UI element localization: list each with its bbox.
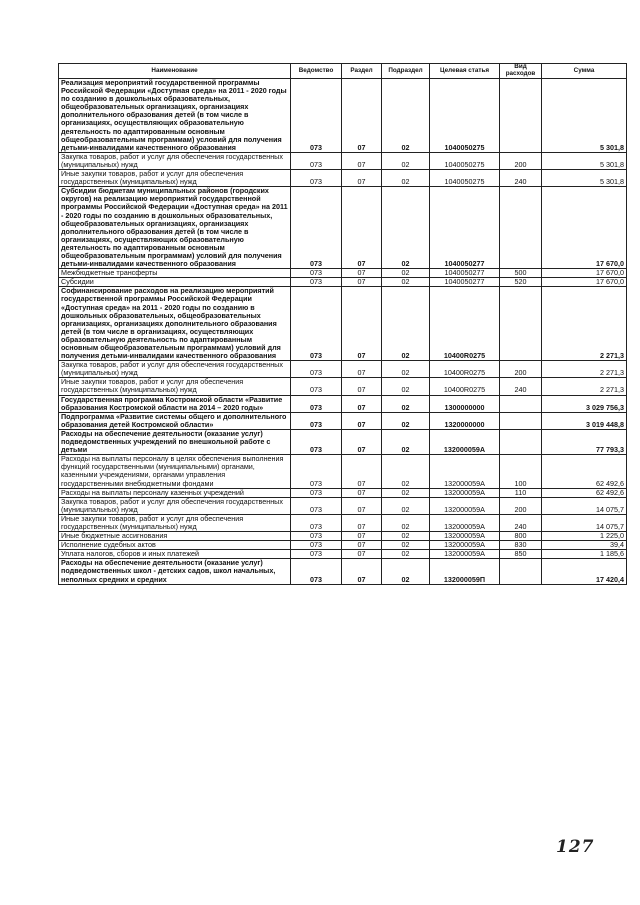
row-name: Расходы на обеспечение деятельности (оказание услуг) подведомственных школ - детских садов, школ начальных, неполных средних и средних [59, 559, 291, 584]
row-vedomstvo: 073 [291, 412, 342, 429]
page-number: 127 [556, 837, 595, 857]
row-name: Расходы на обеспечение деятельности (оказание услуг) подведомственных учреждений по внешкольной работе с детьми [59, 429, 291, 454]
row-expense-type [500, 412, 542, 429]
row-vedomstvo: 073 [291, 79, 342, 153]
row-podrazdel: 02 [382, 170, 430, 187]
row-razdel: 07 [342, 170, 382, 187]
row-sum: 14 075,7 [542, 514, 627, 531]
row-sum: 17 670,0 [542, 187, 627, 269]
row-razdel: 07 [342, 187, 382, 269]
row-target-article: 132000059А [430, 488, 500, 497]
table-row [59, 378, 627, 395]
row-name: Исполнение судебных актов [59, 541, 291, 550]
row-podrazdel: 02 [382, 559, 430, 584]
row-expense-type: 520 [500, 278, 542, 287]
row-expense-type: 800 [500, 532, 542, 541]
table-row [59, 514, 627, 531]
row-expense-type [500, 187, 542, 269]
row-target-article: 1040050277 [430, 278, 500, 287]
row-target-article: 1040050275 [430, 79, 500, 153]
row-vedomstvo: 073 [291, 187, 342, 269]
budget-table [58, 63, 627, 585]
row-vedomstvo: 073 [291, 559, 342, 584]
row-sum: 5 301,8 [542, 152, 627, 169]
row-podrazdel: 02 [382, 395, 430, 412]
row-name: Субсидии [59, 278, 291, 287]
row-vedomstvo: 073 [291, 455, 342, 488]
row-name: Расходы на выплаты персоналу казенных учреждений [59, 488, 291, 497]
table-row [59, 79, 627, 153]
row-razdel: 07 [342, 429, 382, 454]
row-razdel: 07 [342, 488, 382, 497]
row-target-article: 1300000000 [430, 395, 500, 412]
row-razdel: 07 [342, 269, 382, 278]
row-podrazdel: 02 [382, 269, 430, 278]
row-podrazdel: 02 [382, 187, 430, 269]
row-sum: 1 185,6 [542, 550, 627, 559]
row-razdel: 07 [342, 412, 382, 429]
row-name: Субсидии бюджетам муниципальных районов (городских округов) на реализацию мероприятий государственной программы Российской Федерации «Доступная среда» на 2011 - 2020 годы по созданию в дошкольных образовательных, общеобразовательных организациях, организациях дополнительного образования детей (в том числе в организациях, осуществляющих образовательную деятельность по адаптированным основным общеобразовательным программам) условий для получения детьми-инвалидами качественного образования [59, 187, 291, 269]
row-name: Иные закупки товаров, работ и услуг для обеспечения государственных (муниципальных) нужд [59, 170, 291, 187]
row-expense-type [500, 429, 542, 454]
row-razdel: 07 [342, 514, 382, 531]
row-name: Софинансирование расходов на реализацию мероприятий государственной программы Российской Федерации «Доступная среда» на 2011 - 2020 годы по созданию в дошкольных образовательных, общеобразовательных организациях, организациях дополнительного образования детей (в том числе в организациях, осуществляющих образовательную деятельность по адаптированным основным общеобразовательным программам) условий для получения детьми-инвалидами качественного образования [59, 287, 291, 361]
row-expense-type: 830 [500, 541, 542, 550]
row-podrazdel: 02 [382, 455, 430, 488]
row-name: Закупка товаров, работ и услуг для обеспечения государственных (муниципальных) нужд [59, 152, 291, 169]
row-expense-type [500, 287, 542, 361]
row-target-article: 10400R0275 [430, 378, 500, 395]
row-razdel: 07 [342, 395, 382, 412]
row-target-article: 10400R0275 [430, 361, 500, 378]
header-expense-type: Вид расходов [500, 64, 542, 79]
row-vedomstvo: 073 [291, 541, 342, 550]
row-sum: 1 225,0 [542, 532, 627, 541]
row-target-article: 1040050275 [430, 152, 500, 169]
row-vedomstvo: 073 [291, 497, 342, 514]
table-row [59, 488, 627, 497]
row-expense-type: 100 [500, 455, 542, 488]
row-podrazdel: 02 [382, 497, 430, 514]
row-target-article: 132000059А [430, 532, 500, 541]
row-vedomstvo: 073 [291, 550, 342, 559]
row-sum: 17 420,4 [542, 559, 627, 584]
row-name: Закупка товаров, работ и услуг для обеспечения государственных (муниципальных) нужд [59, 361, 291, 378]
row-vedomstvo: 073 [291, 488, 342, 497]
row-target-article: 132000059А [430, 550, 500, 559]
row-expense-type [500, 395, 542, 412]
row-podrazdel: 02 [382, 287, 430, 361]
row-vedomstvo: 073 [291, 361, 342, 378]
row-name: Государственная программа Костромской области «Развитие образования Костромской области на 2014 – 2020 годы» [59, 395, 291, 412]
header-podrazdel: Подраздел [382, 64, 430, 79]
row-name: Иные закупки товаров, работ и услуг для обеспечения государственных (муниципальных) нужд [59, 514, 291, 531]
table-row [59, 412, 627, 429]
row-podrazdel: 02 [382, 79, 430, 153]
row-vedomstvo: 073 [291, 152, 342, 169]
row-podrazdel: 02 [382, 550, 430, 559]
row-razdel: 07 [342, 378, 382, 395]
row-name: Расходы на выплаты персоналу в целях обеспечения выполнения функций государственными (муниципальными) органами, казенными учреждениями, органами управления государственными внебюджетными фондами [59, 455, 291, 488]
row-podrazdel: 02 [382, 541, 430, 550]
row-target-article: 132000059П [430, 559, 500, 584]
row-sum: 14 075,7 [542, 497, 627, 514]
row-vedomstvo: 073 [291, 514, 342, 531]
table-row [59, 497, 627, 514]
table-row [59, 187, 627, 269]
row-target-article: 1320000000 [430, 412, 500, 429]
row-sum: 2 271,3 [542, 287, 627, 361]
row-expense-type: 110 [500, 488, 542, 497]
row-sum: 5 301,8 [542, 79, 627, 153]
table-row [59, 429, 627, 454]
row-sum: 62 492,6 [542, 455, 627, 488]
row-expense-type: 240 [500, 514, 542, 531]
row-name: Реализация мероприятий государственной программы Российской Федерации «Доступная среда» на 2011 - 2020 годы по созданию в дошкольных образовательных, общеобразовательных организациях, организациях дополнительного образования детей (в том числе в организациях, осуществляющих образовательную деятельность по адаптированным основным общеобразовательным программам) условий для получения детьми-инвалидами качественного образования [59, 79, 291, 153]
row-target-article: 10400R0275 [430, 287, 500, 361]
row-vedomstvo: 073 [291, 429, 342, 454]
row-vedomstvo: 073 [291, 532, 342, 541]
row-target-article: 1040050277 [430, 187, 500, 269]
row-sum: 2 271,3 [542, 361, 627, 378]
row-target-article: 132000059А [430, 455, 500, 488]
row-vedomstvo: 073 [291, 170, 342, 187]
row-expense-type: 850 [500, 550, 542, 559]
row-vedomstvo: 073 [291, 378, 342, 395]
row-razdel: 07 [342, 497, 382, 514]
row-sum: 2 271,3 [542, 378, 627, 395]
row-vedomstvo: 073 [291, 395, 342, 412]
row-expense-type: 500 [500, 269, 542, 278]
row-razdel: 07 [342, 532, 382, 541]
row-sum: 17 670,0 [542, 269, 627, 278]
row-podrazdel: 02 [382, 532, 430, 541]
row-sum: 62 492,6 [542, 488, 627, 497]
table-header-row [59, 64, 627, 79]
row-target-article: 132000059А [430, 429, 500, 454]
row-expense-type: 240 [500, 378, 542, 395]
row-razdel: 07 [342, 278, 382, 287]
header-vedomstvo: Ведомство [291, 64, 342, 79]
row-sum: 3 019 448,8 [542, 412, 627, 429]
table-row [59, 170, 627, 187]
row-expense-type [500, 559, 542, 584]
row-razdel: 07 [342, 550, 382, 559]
row-name: Иные бюджетные ассигнования [59, 532, 291, 541]
row-sum: 3 029 756,3 [542, 395, 627, 412]
table-row [59, 152, 627, 169]
row-target-article: 132000059А [430, 541, 500, 550]
table-row [59, 455, 627, 488]
table-row [59, 361, 627, 378]
row-sum: 77 793,3 [542, 429, 627, 454]
row-target-article: 132000059А [430, 497, 500, 514]
row-podrazdel: 02 [382, 429, 430, 454]
row-razdel: 07 [342, 152, 382, 169]
row-razdel: 07 [342, 541, 382, 550]
row-name: Уплата налогов, сборов и иных платежей [59, 550, 291, 559]
row-expense-type: 200 [500, 361, 542, 378]
row-name: Иные закупки товаров, работ и услуг для обеспечения государственных (муниципальных) нужд [59, 378, 291, 395]
header-target-article: Целевая статья [430, 64, 500, 79]
row-podrazdel: 02 [382, 278, 430, 287]
row-vedomstvo: 073 [291, 287, 342, 361]
header-razdel: Раздел [342, 64, 382, 79]
row-razdel: 07 [342, 361, 382, 378]
row-podrazdel: 02 [382, 152, 430, 169]
row-podrazdel: 02 [382, 361, 430, 378]
row-podrazdel: 02 [382, 514, 430, 531]
row-target-article: 1040050275 [430, 170, 500, 187]
table-row [59, 269, 627, 278]
row-podrazdel: 02 [382, 378, 430, 395]
table-row [59, 395, 627, 412]
row-vedomstvo: 073 [291, 269, 342, 278]
row-podrazdel: 02 [382, 488, 430, 497]
row-vedomstvo: 073 [291, 278, 342, 287]
row-sum: 17 670,0 [542, 278, 627, 287]
row-razdel: 07 [342, 79, 382, 153]
row-sum: 39,4 [542, 541, 627, 550]
row-target-article: 1040050277 [430, 269, 500, 278]
row-sum: 5 301,8 [542, 170, 627, 187]
row-target-article: 132000059А [430, 514, 500, 531]
table-row [59, 287, 627, 361]
row-name: Межбюджетные трансферты [59, 269, 291, 278]
table-row [59, 559, 627, 584]
header-sum: Сумма [542, 64, 627, 79]
row-expense-type: 200 [500, 152, 542, 169]
row-razdel: 07 [342, 455, 382, 488]
row-podrazdel: 02 [382, 412, 430, 429]
row-expense-type [500, 79, 542, 153]
row-razdel: 07 [342, 287, 382, 361]
row-expense-type: 240 [500, 170, 542, 187]
header-name: Наименование [59, 64, 291, 79]
row-razdel: 07 [342, 559, 382, 584]
row-expense-type: 200 [500, 497, 542, 514]
row-name: Подпрограмма «Развитие системы общего и дополнительного образования детей Костромской области» [59, 412, 291, 429]
row-name: Закупка товаров, работ и услуг для обеспечения государственных (муниципальных) нужд [59, 497, 291, 514]
